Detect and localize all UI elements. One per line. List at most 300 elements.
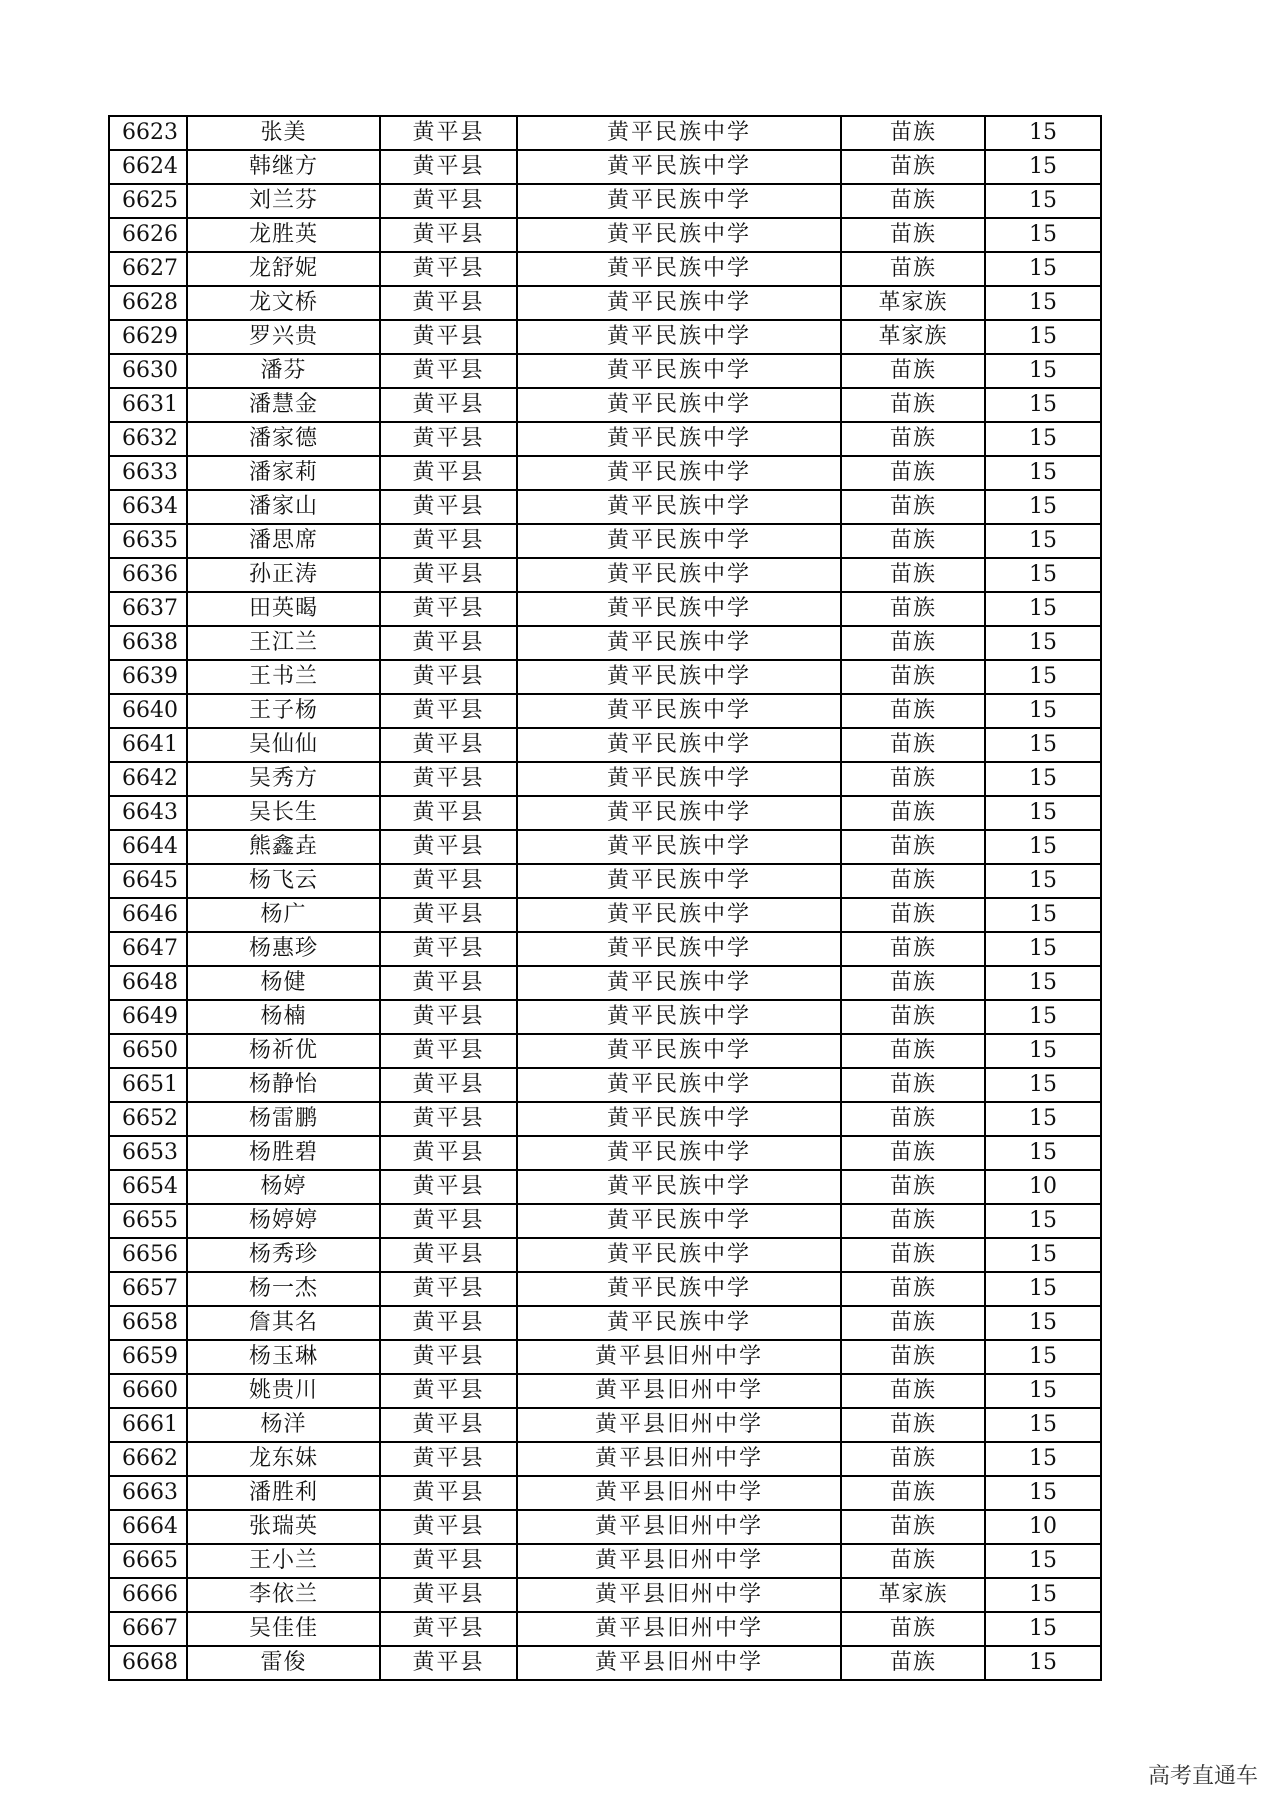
cell-id: 6666: [109, 1578, 187, 1612]
cell-name: 韩继方: [187, 150, 380, 184]
cell-id: 6628: [109, 286, 187, 320]
cell-score: 15: [985, 116, 1101, 150]
cell-county: 黄平县: [380, 1000, 517, 1034]
cell-ethnicity: 苗族: [841, 1136, 985, 1170]
cell-ethnicity: 苗族: [841, 1646, 985, 1680]
cell-county: 黄平县: [380, 558, 517, 592]
cell-name: 王小兰: [187, 1544, 380, 1578]
table-row: [109, 490, 1101, 524]
cell-county: 黄平县: [380, 1340, 517, 1374]
cell-ethnicity: 苗族: [841, 218, 985, 252]
cell-county: 黄平县: [380, 422, 517, 456]
cell-ethnicity: 苗族: [841, 1612, 985, 1646]
cell-name: 杨一杰: [187, 1272, 380, 1306]
cell-id: 6654: [109, 1170, 187, 1204]
cell-id: 6643: [109, 796, 187, 830]
cell-id: 6664: [109, 1510, 187, 1544]
cell-county: 黄平县: [380, 1306, 517, 1340]
cell-id: 6640: [109, 694, 187, 728]
cell-ethnicity: 苗族: [841, 1510, 985, 1544]
cell-name: 潘家山: [187, 490, 380, 524]
cell-id: 6656: [109, 1238, 187, 1272]
cell-id: 6623: [109, 116, 187, 150]
table-row: [109, 524, 1101, 558]
cell-score: 15: [985, 388, 1101, 422]
cell-ethnicity: 苗族: [841, 1306, 985, 1340]
cell-county: 黄平县: [380, 1612, 517, 1646]
cell-id: 6645: [109, 864, 187, 898]
cell-score: 15: [985, 1272, 1101, 1306]
cell-school: 黄平民族中学: [517, 1170, 841, 1204]
cell-ethnicity: 苗族: [841, 1068, 985, 1102]
cell-school: 黄平民族中学: [517, 898, 841, 932]
table-row: [109, 184, 1101, 218]
cell-name: 雷俊: [187, 1646, 380, 1680]
cell-id: 6636: [109, 558, 187, 592]
cell-school: 黄平民族中学: [517, 1306, 841, 1340]
cell-county: 黄平县: [380, 150, 517, 184]
cell-county: 黄平县: [380, 1408, 517, 1442]
cell-id: 6659: [109, 1340, 187, 1374]
cell-score: 15: [985, 932, 1101, 966]
cell-score: 15: [985, 1544, 1101, 1578]
cell-score: 15: [985, 252, 1101, 286]
cell-school: 黄平民族中学: [517, 1102, 841, 1136]
cell-name: 杨婷婷: [187, 1204, 380, 1238]
cell-id: 6668: [109, 1646, 187, 1680]
cell-id: 6660: [109, 1374, 187, 1408]
table-row: [109, 1238, 1101, 1272]
cell-id: 6627: [109, 252, 187, 286]
cell-county: 黄平县: [380, 116, 517, 150]
table-row: [109, 728, 1101, 762]
cell-school: 黄平县旧州中学: [517, 1408, 841, 1442]
cell-county: 黄平县: [380, 388, 517, 422]
cell-id: 6663: [109, 1476, 187, 1510]
cell-school: 黄平县旧州中学: [517, 1544, 841, 1578]
table-row: [109, 388, 1101, 422]
cell-school: 黄平县旧州中学: [517, 1442, 841, 1476]
cell-id: 6642: [109, 762, 187, 796]
cell-ethnicity: 苗族: [841, 1476, 985, 1510]
cell-ethnicity: 苗族: [841, 1102, 985, 1136]
table-row: [109, 286, 1101, 320]
cell-name: 杨楠: [187, 1000, 380, 1034]
cell-score: 15: [985, 1612, 1101, 1646]
cell-school: 黄平民族中学: [517, 1136, 841, 1170]
table-row: [109, 1476, 1101, 1510]
table-row: [109, 422, 1101, 456]
cell-school: 黄平民族中学: [517, 252, 841, 286]
cell-school: 黄平民族中学: [517, 456, 841, 490]
cell-ethnicity: 苗族: [841, 456, 985, 490]
cell-name: 张瑞英: [187, 1510, 380, 1544]
cell-name: 杨婷: [187, 1170, 380, 1204]
cell-score: 15: [985, 1000, 1101, 1034]
cell-county: 黄平县: [380, 1442, 517, 1476]
cell-school: 黄平民族中学: [517, 1204, 841, 1238]
cell-school: 黄平民族中学: [517, 694, 841, 728]
cell-id: 6641: [109, 728, 187, 762]
roster-table: [108, 115, 1102, 1681]
cell-score: 15: [985, 694, 1101, 728]
cell-score: 10: [985, 1170, 1101, 1204]
cell-score: 15: [985, 762, 1101, 796]
cell-school: 黄平县旧州中学: [517, 1374, 841, 1408]
cell-county: 黄平县: [380, 1544, 517, 1578]
cell-id: 6650: [109, 1034, 187, 1068]
cell-ethnicity: 苗族: [841, 1340, 985, 1374]
cell-score: 15: [985, 626, 1101, 660]
cell-school: 黄平民族中学: [517, 966, 841, 1000]
cell-school: 黄平民族中学: [517, 1238, 841, 1272]
cell-ethnicity: 苗族: [841, 354, 985, 388]
cell-county: 黄平县: [380, 830, 517, 864]
cell-name: 杨飞云: [187, 864, 380, 898]
cell-county: 黄平县: [380, 1646, 517, 1680]
table-row: [109, 1578, 1101, 1612]
cell-school: 黄平县旧州中学: [517, 1646, 841, 1680]
cell-county: 黄平县: [380, 1068, 517, 1102]
cell-score: 15: [985, 1646, 1101, 1680]
table-row: [109, 1340, 1101, 1374]
cell-id: 6647: [109, 932, 187, 966]
cell-school: 黄平民族中学: [517, 592, 841, 626]
cell-school: 黄平民族中学: [517, 116, 841, 150]
table-row: [109, 592, 1101, 626]
cell-school: 黄平民族中学: [517, 150, 841, 184]
cell-score: 15: [985, 456, 1101, 490]
cell-county: 黄平县: [380, 898, 517, 932]
cell-score: 10: [985, 1510, 1101, 1544]
cell-name: 杨静怡: [187, 1068, 380, 1102]
cell-id: 6651: [109, 1068, 187, 1102]
cell-score: 15: [985, 1102, 1101, 1136]
table-row: [109, 1544, 1101, 1578]
cell-county: 黄平县: [380, 490, 517, 524]
cell-ethnicity: 革家族: [841, 320, 985, 354]
cell-school: 黄平民族中学: [517, 218, 841, 252]
cell-name: 龙文桥: [187, 286, 380, 320]
cell-ethnicity: 革家族: [841, 286, 985, 320]
roster-table-body: [109, 116, 1101, 1680]
table-row: [109, 1272, 1101, 1306]
cell-name: 潘家德: [187, 422, 380, 456]
cell-county: 黄平县: [380, 1476, 517, 1510]
cell-score: 15: [985, 150, 1101, 184]
cell-county: 黄平县: [380, 1510, 517, 1544]
cell-ethnicity: 苗族: [841, 592, 985, 626]
cell-score: 15: [985, 728, 1101, 762]
cell-county: 黄平县: [380, 354, 517, 388]
cell-county: 黄平县: [380, 1272, 517, 1306]
cell-name: 罗兴贵: [187, 320, 380, 354]
cell-school: 黄平民族中学: [517, 524, 841, 558]
cell-school: 黄平县旧州中学: [517, 1340, 841, 1374]
table-row: [109, 116, 1101, 150]
cell-county: 黄平县: [380, 728, 517, 762]
cell-name: 吴佳佳: [187, 1612, 380, 1646]
cell-school: 黄平民族中学: [517, 626, 841, 660]
cell-score: 15: [985, 422, 1101, 456]
cell-score: 15: [985, 1136, 1101, 1170]
table-row: [109, 932, 1101, 966]
cell-score: 15: [985, 1034, 1101, 1068]
table-row: [109, 898, 1101, 932]
cell-ethnicity: 苗族: [841, 1544, 985, 1578]
cell-id: 6662: [109, 1442, 187, 1476]
cell-county: 黄平县: [380, 694, 517, 728]
cell-score: 15: [985, 490, 1101, 524]
cell-name: 李依兰: [187, 1578, 380, 1612]
cell-score: 15: [985, 1068, 1101, 1102]
cell-ethnicity: 苗族: [841, 864, 985, 898]
cell-id: 6637: [109, 592, 187, 626]
cell-name: 姚贵川: [187, 1374, 380, 1408]
cell-id: 6631: [109, 388, 187, 422]
cell-school: 黄平民族中学: [517, 490, 841, 524]
cell-name: 杨秀珍: [187, 1238, 380, 1272]
cell-county: 黄平县: [380, 184, 517, 218]
cell-score: 15: [985, 966, 1101, 1000]
cell-county: 黄平县: [380, 218, 517, 252]
cell-county: 黄平县: [380, 1204, 517, 1238]
cell-id: 6629: [109, 320, 187, 354]
cell-score: 15: [985, 1578, 1101, 1612]
cell-ethnicity: 苗族: [841, 150, 985, 184]
cell-ethnicity: 苗族: [841, 830, 985, 864]
cell-id: 6624: [109, 150, 187, 184]
cell-name: 田英暍: [187, 592, 380, 626]
cell-id: 6644: [109, 830, 187, 864]
cell-score: 15: [985, 592, 1101, 626]
table-row: [109, 1442, 1101, 1476]
cell-name: 吴仙仙: [187, 728, 380, 762]
cell-id: 6667: [109, 1612, 187, 1646]
table-row: [109, 1612, 1101, 1646]
cell-school: 黄平民族中学: [517, 660, 841, 694]
table-row: [109, 1000, 1101, 1034]
cell-school: 黄平民族中学: [517, 762, 841, 796]
cell-id: 6646: [109, 898, 187, 932]
table-row: [109, 320, 1101, 354]
cell-county: 黄平县: [380, 660, 517, 694]
cell-id: 6625: [109, 184, 187, 218]
cell-school: 黄平县旧州中学: [517, 1612, 841, 1646]
cell-school: 黄平民族中学: [517, 422, 841, 456]
cell-score: 15: [985, 660, 1101, 694]
cell-ethnicity: 苗族: [841, 1170, 985, 1204]
cell-name: 刘兰芬: [187, 184, 380, 218]
cell-score: 15: [985, 558, 1101, 592]
table-row: [109, 660, 1101, 694]
cell-ethnicity: 苗族: [841, 1442, 985, 1476]
cell-id: 6657: [109, 1272, 187, 1306]
cell-name: 王江兰: [187, 626, 380, 660]
cell-name: 杨健: [187, 966, 380, 1000]
table-row: [109, 1170, 1101, 1204]
cell-score: 15: [985, 1408, 1101, 1442]
cell-county: 黄平县: [380, 286, 517, 320]
cell-ethnicity: 苗族: [841, 660, 985, 694]
cell-score: 15: [985, 1374, 1101, 1408]
cell-ethnicity: 苗族: [841, 966, 985, 1000]
cell-school: 黄平县旧州中学: [517, 1476, 841, 1510]
cell-name: 潘芬: [187, 354, 380, 388]
cell-county: 黄平县: [380, 1170, 517, 1204]
cell-ethnicity: 苗族: [841, 388, 985, 422]
cell-ethnicity: 苗族: [841, 1238, 985, 1272]
cell-ethnicity: 苗族: [841, 1000, 985, 1034]
table-row: [109, 694, 1101, 728]
cell-score: 15: [985, 864, 1101, 898]
cell-id: 6655: [109, 1204, 187, 1238]
cell-name: 潘家莉: [187, 456, 380, 490]
cell-name: 王子杨: [187, 694, 380, 728]
cell-name: 潘思席: [187, 524, 380, 558]
cell-ethnicity: 苗族: [841, 116, 985, 150]
cell-score: 15: [985, 1476, 1101, 1510]
cell-name: 杨惠珍: [187, 932, 380, 966]
cell-county: 黄平县: [380, 252, 517, 286]
cell-school: 黄平民族中学: [517, 1068, 841, 1102]
cell-score: 15: [985, 354, 1101, 388]
cell-name: 熊鑫垚: [187, 830, 380, 864]
cell-ethnicity: 苗族: [841, 898, 985, 932]
cell-score: 15: [985, 218, 1101, 252]
cell-name: 龙胜英: [187, 218, 380, 252]
cell-county: 黄平县: [380, 966, 517, 1000]
cell-id: 6634: [109, 490, 187, 524]
cell-county: 黄平县: [380, 1374, 517, 1408]
table-row: [109, 456, 1101, 490]
cell-ethnicity: 苗族: [841, 422, 985, 456]
table-row: [109, 966, 1101, 1000]
table-row: [109, 1034, 1101, 1068]
cell-school: 黄平县旧州中学: [517, 1510, 841, 1544]
cell-school: 黄平民族中学: [517, 796, 841, 830]
table-row: [109, 1374, 1101, 1408]
table-row: [109, 830, 1101, 864]
cell-school: 黄平县旧州中学: [517, 1578, 841, 1612]
cell-score: 15: [985, 524, 1101, 558]
watermark-text: 高考直通车: [1147, 1764, 1258, 1789]
table-row: [109, 796, 1101, 830]
cell-name: 吴秀方: [187, 762, 380, 796]
cell-name: 吴长生: [187, 796, 380, 830]
cell-county: 黄平县: [380, 1136, 517, 1170]
cell-name: 潘胜利: [187, 1476, 380, 1510]
cell-school: 黄平民族中学: [517, 354, 841, 388]
cell-id: 6649: [109, 1000, 187, 1034]
cell-ethnicity: 苗族: [841, 728, 985, 762]
cell-county: 黄平县: [380, 1102, 517, 1136]
table-row: [109, 354, 1101, 388]
cell-ethnicity: 苗族: [841, 932, 985, 966]
cell-id: 6665: [109, 1544, 187, 1578]
cell-ethnicity: 苗族: [841, 1034, 985, 1068]
cell-name: 潘慧金: [187, 388, 380, 422]
table-row: [109, 1068, 1101, 1102]
table-row: [109, 1102, 1101, 1136]
cell-county: 黄平县: [380, 1034, 517, 1068]
cell-score: 15: [985, 1238, 1101, 1272]
cell-ethnicity: 苗族: [841, 184, 985, 218]
cell-county: 黄平县: [380, 1578, 517, 1612]
cell-county: 黄平县: [380, 626, 517, 660]
cell-school: 黄平民族中学: [517, 388, 841, 422]
cell-id: 6658: [109, 1306, 187, 1340]
cell-name: 杨玉琳: [187, 1340, 380, 1374]
cell-id: 6638: [109, 626, 187, 660]
cell-score: 15: [985, 830, 1101, 864]
cell-county: 黄平县: [380, 932, 517, 966]
table-row: [109, 1646, 1101, 1680]
cell-name: 杨广: [187, 898, 380, 932]
cell-score: 15: [985, 320, 1101, 354]
cell-ethnicity: 苗族: [841, 1374, 985, 1408]
cell-ethnicity: 苗族: [841, 1408, 985, 1442]
cell-score: 15: [985, 1442, 1101, 1476]
cell-id: 6630: [109, 354, 187, 388]
cell-id: 6652: [109, 1102, 187, 1136]
cell-school: 黄平民族中学: [517, 728, 841, 762]
cell-id: 6648: [109, 966, 187, 1000]
cell-ethnicity: 苗族: [841, 252, 985, 286]
cell-county: 黄平县: [380, 592, 517, 626]
cell-score: 15: [985, 286, 1101, 320]
cell-school: 黄平民族中学: [517, 864, 841, 898]
cell-id: 6632: [109, 422, 187, 456]
table-row: [109, 1510, 1101, 1544]
table-row: [109, 150, 1101, 184]
cell-id: 6633: [109, 456, 187, 490]
cell-county: 黄平县: [380, 864, 517, 898]
cell-ethnicity: 苗族: [841, 490, 985, 524]
cell-name: 杨洋: [187, 1408, 380, 1442]
table-row: [109, 864, 1101, 898]
cell-school: 黄平民族中学: [517, 320, 841, 354]
cell-school: 黄平民族中学: [517, 1034, 841, 1068]
table-row: [109, 1408, 1101, 1442]
table-row: [109, 1306, 1101, 1340]
cell-school: 黄平民族中学: [517, 830, 841, 864]
cell-county: 黄平县: [380, 796, 517, 830]
cell-school: 黄平民族中学: [517, 286, 841, 320]
cell-id: 6661: [109, 1408, 187, 1442]
cell-name: 杨雷鹏: [187, 1102, 380, 1136]
cell-score: 15: [985, 898, 1101, 932]
cell-name: 杨胜碧: [187, 1136, 380, 1170]
cell-id: 6639: [109, 660, 187, 694]
cell-school: 黄平民族中学: [517, 184, 841, 218]
cell-county: 黄平县: [380, 762, 517, 796]
table-row: [109, 558, 1101, 592]
cell-school: 黄平民族中学: [517, 558, 841, 592]
cell-county: 黄平县: [380, 456, 517, 490]
cell-ethnicity: 苗族: [841, 558, 985, 592]
cell-ethnicity: 苗族: [841, 694, 985, 728]
cell-id: 6653: [109, 1136, 187, 1170]
cell-county: 黄平县: [380, 524, 517, 558]
table-row: [109, 626, 1101, 660]
cell-county: 黄平县: [380, 320, 517, 354]
table-row: [109, 1204, 1101, 1238]
cell-name: 龙舒妮: [187, 252, 380, 286]
cell-ethnicity: 苗族: [841, 762, 985, 796]
cell-id: 6635: [109, 524, 187, 558]
cell-score: 15: [985, 1306, 1101, 1340]
